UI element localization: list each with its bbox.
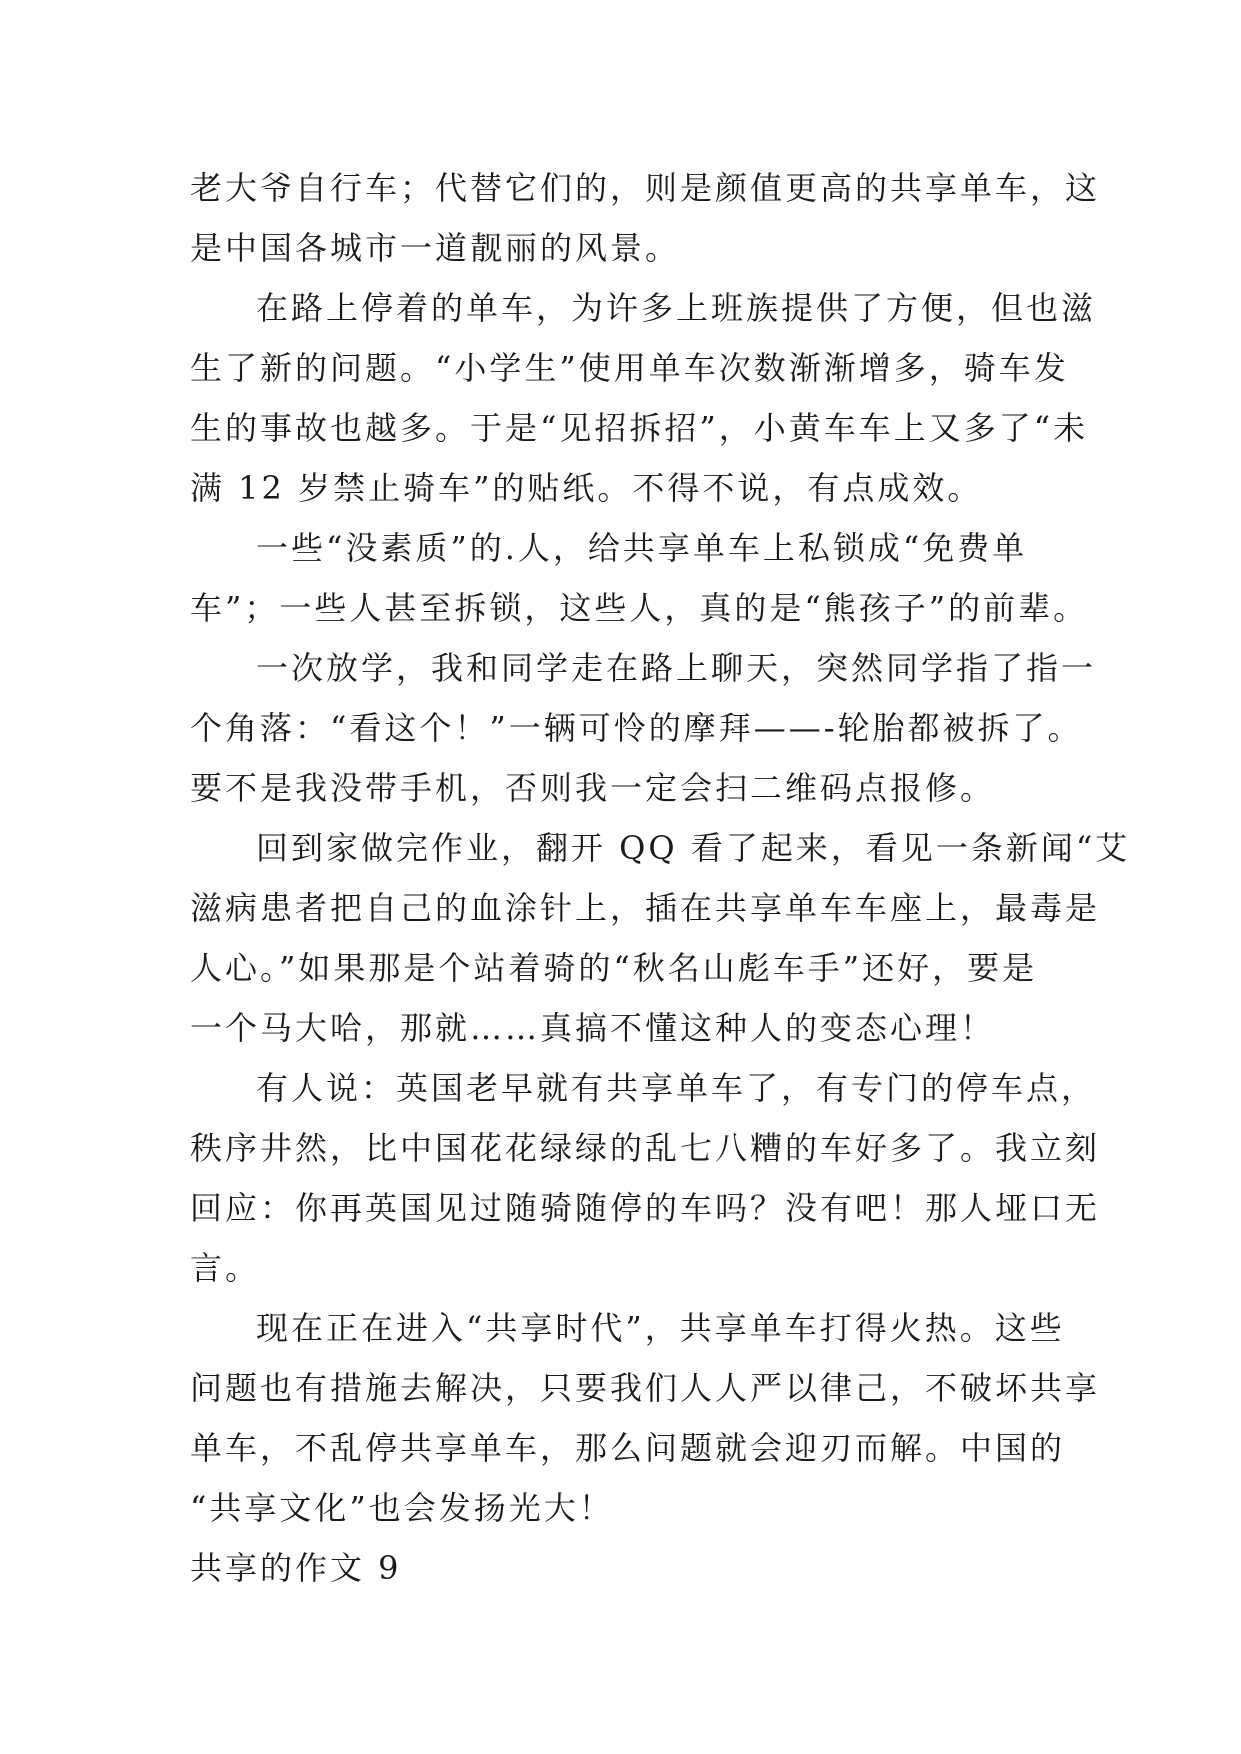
text-line: 满 12 岁禁止骑车”的贴纸。不得不说，有点成效。 <box>190 469 983 507</box>
paragraph-7 <box>190 1298 1101 1538</box>
text-line: 人心。”如果那是个站着骑的“秋名山彪车手”还好，要是 <box>190 949 1038 987</box>
text-line: 车”；一些人甚至拆锁，这些人，真的是“熊孩子”的前辈。 <box>190 589 1089 627</box>
paragraph-1 <box>190 158 1101 278</box>
text-line: 秩序井然，比中国花花绿绿的乱七八糟的车好多了。我立刻 <box>190 1129 1101 1167</box>
text-line: 一些“没素质”的.人，给共享单车上私锁成“免费单 <box>256 529 1028 567</box>
text-line: 生的事故也越多。于是“见招拆招”，小黄车车上又多了“未 <box>190 409 1089 447</box>
text-line: 一个马大哈，那就……真搞不懂这种人的变态心理！ <box>190 1009 996 1047</box>
paragraph-6 <box>190 1058 1101 1298</box>
text-line: 是中国各城市一道靓丽的风景。 <box>190 229 681 267</box>
text-line: 要不是我没带手机，否则我一定会扫二维码点报修。 <box>190 769 996 807</box>
text-line: “共享文化”也会发扬光大！ <box>190 1489 614 1527</box>
paragraph-5 <box>190 818 1131 1058</box>
text-line: 回到家做完作业，翻开 QQ 看了起来，看见一条新闻“艾 <box>256 829 1131 867</box>
paragraph-3 <box>190 518 1089 638</box>
text-line: 一次放学，我和同学走在路上聊天，突然同学指了指一 <box>256 649 1097 687</box>
text-line: 单车，不乱停共享单车，那么问题就会迎刃而解。中国的 <box>190 1429 1066 1467</box>
text-line: 滋病患者把自己的血涂针上，插在共享单车车座上，最毒是 <box>190 889 1101 927</box>
text-line: 问题也有措施去解决，只要我们人人严以律己，不破坏共享 <box>190 1369 1101 1407</box>
text-line: 有人说：英国老早就有共享单车了，有专门的停车点， <box>256 1069 1097 1107</box>
text-line: 老大爷自行车；代替它们的，则是颜值更高的共享单车，这 <box>190 169 1101 207</box>
document-body <box>190 158 1131 1598</box>
text-line: 言。 <box>190 1249 261 1287</box>
heading-text: 共享的作文 9 <box>190 1549 402 1587</box>
text-line: 在路上停着的单车，为许多上班族提供了方便，但也滋 <box>256 289 1097 327</box>
text-line: 生了新的问题。“小学生”使用单车次数渐渐增多，骑车发 <box>190 349 1069 387</box>
paragraph-2 <box>190 278 1097 518</box>
text-line: 个角落：“看这个！”一辆可怜的摩拜——-轮胎都被拆了。 <box>190 709 1083 747</box>
text-line: 现在正在进入“共享时代”，共享单车打得火热。这些 <box>256 1309 1065 1347</box>
paragraph-4 <box>190 638 1097 818</box>
section-heading <box>190 1538 1060 1598</box>
text-line: 回应：你再英国见过随骑随停的车吗？没有吧！那人垭口无 <box>190 1189 1101 1227</box>
